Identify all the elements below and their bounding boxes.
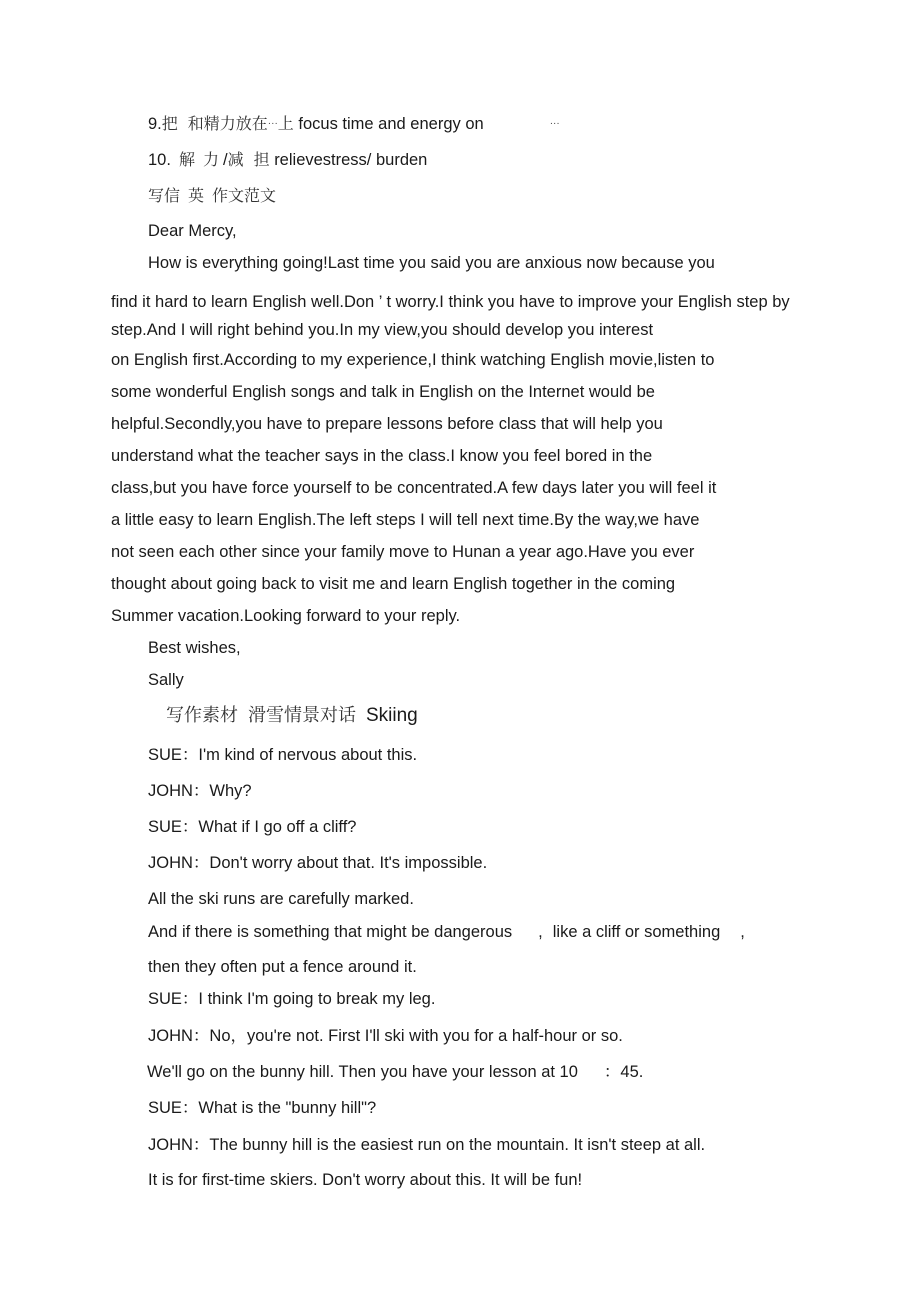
dialogue-line: SUE：I think I'm going to break my leg. bbox=[148, 990, 436, 1008]
letter-heading bbox=[148, 186, 276, 206]
dialogue-text: like a cliff or something bbox=[552, 923, 721, 941]
dialogue-text: , bbox=[740, 923, 745, 941]
dialogue-text: We'll go on the bunny hill. Then you have your lesson at 10 bbox=[147, 1063, 578, 1081]
letter-closing: Best wishes, bbox=[148, 639, 241, 657]
letter-line: class,but you have force yourself to be concentrated.A few days later you will feel it bbox=[111, 479, 717, 497]
letter-line: on English first.According to my experience,I think watching English movie,listen to bbox=[111, 351, 715, 369]
dialogue-text: And if there is something that might be dangerous bbox=[148, 923, 513, 941]
letter-line: thought about going back to visit me and learn English together in the coming bbox=[111, 575, 676, 593]
dialogue-line bbox=[148, 922, 745, 942]
ellipsis-mark: ··· bbox=[267, 118, 278, 129]
heading-part: Skiing bbox=[366, 705, 418, 726]
dialogue-line: It is for first-time skiers. Don't worry about this. It will be fun! bbox=[148, 1171, 583, 1189]
dialogue-line: JOHN：The bunny hill is the easiest run on the mountain. It isn't steep at all. bbox=[148, 1136, 706, 1154]
letter-line: Summer vacation.Looking forward to your reply. bbox=[111, 607, 461, 625]
vocab-en-text: relievestress/ burden bbox=[274, 151, 428, 169]
vocab-cn-text: 担 bbox=[253, 150, 270, 169]
dialogue-line bbox=[147, 1062, 643, 1082]
vocab-item-10 bbox=[148, 150, 427, 170]
vocab-cn-text: 减 bbox=[227, 150, 244, 169]
vocab-cn-text: 把 bbox=[161, 114, 178, 133]
dialogue-heading bbox=[166, 706, 418, 726]
dialogue-text: ：45. bbox=[603, 1063, 644, 1081]
vocab-cn-text: 和精力放在 bbox=[187, 114, 268, 133]
letter-signature: Sally bbox=[148, 671, 184, 689]
dialogue-text: , bbox=[538, 923, 543, 941]
letter-line: find it hard to learn English well.Don ’ t worry.I think you have to improve your English step by bbox=[111, 293, 790, 311]
vocab-en-text: focus time and energy on bbox=[298, 115, 484, 133]
heading-part: 作文范文 bbox=[212, 186, 277, 205]
heading-part: 英 bbox=[188, 186, 205, 205]
letter-line: not seen each other since your family move to Hunan a year ago.Have you ever bbox=[111, 543, 695, 561]
letter-line: some wonderful English songs and talk in English on the Internet would be bbox=[111, 383, 655, 401]
dialogue-line: JOHN：Don't worry about that. It's impossible. bbox=[148, 854, 488, 872]
dialogue-line: JOHN：Why? bbox=[148, 782, 252, 800]
vocab-item-9 bbox=[148, 114, 560, 134]
letter-greeting: Dear Mercy, bbox=[148, 222, 237, 240]
vocab-number: 10. bbox=[148, 151, 171, 169]
dialogue-line: SUE：What if I go off a cliff? bbox=[148, 818, 357, 836]
heading-part: 写信 bbox=[148, 186, 181, 205]
vocab-cn-text: 上 bbox=[277, 114, 294, 133]
heading-part: 滑雪情景对话 bbox=[248, 705, 356, 726]
ellipsis-mark: ··· bbox=[549, 118, 560, 129]
letter-line: understand what the teacher says in the class.I know you feel bored in the bbox=[111, 447, 653, 465]
dialogue-line: JOHN：No，you're not. First I'll ski with you for a half-hour or so. bbox=[148, 1027, 623, 1045]
dialogue-line: SUE：I'm kind of nervous about this. bbox=[148, 746, 418, 764]
letter-line: How is everything going!Last time you said you are anxious now because you bbox=[148, 254, 715, 272]
vocab-number: 9. bbox=[148, 115, 162, 133]
heading-part: 写作素材 bbox=[166, 705, 238, 726]
dialogue-line: SUE：What is the "bunny hill"? bbox=[148, 1099, 377, 1117]
letter-line: a little easy to learn English.The left steps I will tell next time.By the way,we have bbox=[111, 511, 700, 529]
dialogue-line: then they often put a fence around it. bbox=[148, 958, 417, 976]
letter-line: helpful.Secondly,you have to prepare lessons before class that will help you bbox=[111, 415, 663, 433]
vocab-separator: / bbox=[222, 151, 228, 169]
dialogue-line: All the ski runs are carefully marked. bbox=[148, 890, 414, 908]
vocab-cn-text: 解 bbox=[178, 150, 195, 169]
vocab-cn-text: 力 bbox=[202, 150, 219, 169]
letter-line: step.And I will right behind you.In my view,you should develop you interest bbox=[111, 321, 654, 339]
